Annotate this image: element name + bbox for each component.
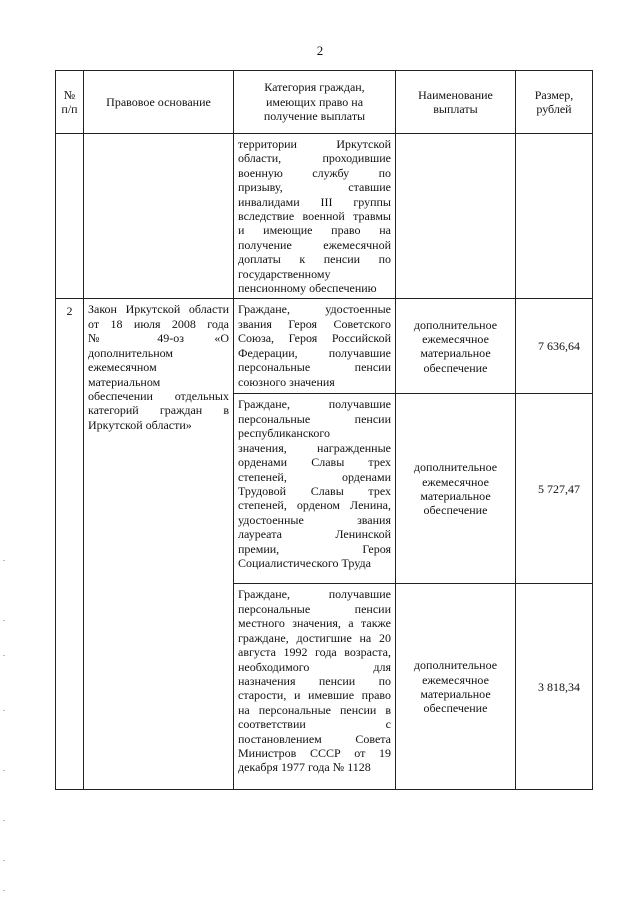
text-line: материальное <box>420 346 491 361</box>
text-line: № <box>63 87 76 102</box>
text-line: обеспечении отдельных <box>88 388 229 403</box>
cell-payment-name <box>396 584 516 790</box>
header-amount <box>516 71 593 134</box>
text-line: Социалистического Труда <box>238 555 371 570</box>
text-line: Категория граждан, <box>264 80 365 95</box>
text-line: удостоенные звания <box>238 512 391 527</box>
text-line: военную службу по <box>238 165 391 180</box>
text-line: материальное <box>420 488 491 503</box>
text-line: значения, награжденные <box>238 440 391 455</box>
cell-amount: 3 818,34 <box>516 584 593 790</box>
cell-payment-name <box>396 299 516 394</box>
cell-amount-empty <box>516 134 593 299</box>
text-line: призыву, ставшие <box>238 180 391 195</box>
text-line: Закон Иркутской области <box>88 302 229 317</box>
text-line: № 49-оз «О <box>88 331 229 346</box>
text-line: Трудовой Славы трех <box>238 483 391 498</box>
text-line: обеспечение <box>423 360 488 375</box>
text-line: персональные пенсии <box>238 360 391 375</box>
table-row-continuation <box>56 134 593 299</box>
text-line: необходимого для <box>238 659 391 674</box>
text-line: Союза, Героя Российской <box>238 331 391 346</box>
text-line: области, проходившие <box>238 151 391 166</box>
text-line: обеспечение <box>423 701 488 716</box>
text-line: декабря 1977 года № 1128 <box>238 760 371 775</box>
header-category <box>234 71 396 134</box>
text-line: степеней, орденом Ленина, <box>238 498 391 513</box>
text-line: Граждане, получавшие <box>238 587 391 602</box>
text-line: имеющих право на <box>265 94 364 109</box>
text-line: Наименование <box>418 87 493 102</box>
text-line: дополнительное <box>413 658 498 673</box>
text-line: Федерации, получавшие <box>238 345 391 360</box>
text-line: республиканского <box>238 426 330 441</box>
text-line: материальное <box>420 686 491 701</box>
text-line: вследствие военной травмы <box>238 209 391 224</box>
cell-category <box>234 299 396 394</box>
text-line: звания Героя Советского <box>238 316 391 331</box>
text-line: от 18 июля 2008 года <box>88 316 229 331</box>
text-line: местного значения, а также <box>238 616 391 631</box>
text-line: соответствии с <box>238 717 391 732</box>
cell-category-continuation <box>234 134 396 299</box>
header-payment-name <box>396 71 516 134</box>
header-basis <box>84 71 234 134</box>
cell-num-empty <box>56 134 84 299</box>
page-number: 2 <box>316 43 324 58</box>
cell-payment-name <box>396 394 516 584</box>
text-line: дополнительное <box>413 460 498 475</box>
scan-margin-speckles <box>3 560 7 900</box>
text-line: выплаты <box>433 102 478 116</box>
text-line: пенсионному обеспечению <box>238 281 377 296</box>
text-line: лауреата Ленинской <box>238 527 391 542</box>
text-line: территории Иркутской <box>238 137 391 151</box>
text-line: Граждане, получавшие <box>238 397 391 412</box>
cell-legal-basis <box>84 299 234 790</box>
text-line: Правовое основание <box>106 94 211 109</box>
cell-payment-empty <box>396 134 516 299</box>
text-line: ежемесячное <box>422 672 489 687</box>
table-header-row <box>56 71 593 134</box>
text-line: ежемесячное <box>422 474 489 489</box>
text-line: постановлением Совета <box>238 731 391 746</box>
text-line: назначения пенсии по <box>238 673 391 688</box>
text-line: премии, Героя <box>238 541 391 556</box>
text-line: материальном <box>88 374 161 389</box>
text-line: ежемесячном <box>88 360 157 375</box>
text-line: персональные пенсии <box>238 411 391 426</box>
text-line: ежемесячное <box>422 332 489 347</box>
text-line: Размер, <box>534 87 574 102</box>
text-line: на персональные пенсии в <box>238 702 391 717</box>
text-line: Иркутской области» <box>88 417 192 432</box>
text-line: орденами Славы трех <box>238 455 391 470</box>
text-line: обеспечение <box>423 503 488 518</box>
payments-table <box>55 70 593 790</box>
cell-basis-empty <box>84 134 234 299</box>
cell-amount: 5 727,47 <box>516 394 593 584</box>
text-line: Граждане, удостоенные <box>238 302 391 317</box>
text-line: рублей <box>536 102 572 116</box>
text-line: получение выплаты <box>263 109 366 124</box>
cell-amount: 7 636,64 <box>516 299 593 394</box>
text-line: Министров СССР от 19 <box>238 745 391 760</box>
header-num <box>56 71 84 134</box>
text-line: инвалидами III группы <box>238 194 391 209</box>
text-line: п/п <box>61 102 78 116</box>
cell-category <box>234 584 396 790</box>
text-line: граждане, достигшие на 20 <box>238 630 391 645</box>
text-line: и имеющие право на <box>238 223 391 238</box>
text-line: дополнительном <box>88 345 174 360</box>
cell-category <box>234 394 396 584</box>
text-line: персональные пенсии <box>238 601 391 616</box>
text-line: союзного значения <box>238 374 335 389</box>
text-line: старости, и имевшие право <box>238 688 391 703</box>
text-line: доплаты к пенсии по <box>238 252 391 267</box>
cell-row-number: 2 <box>56 299 84 790</box>
text-line: государственному <box>238 266 331 281</box>
text-line: степеней, орденами <box>238 469 391 484</box>
text-line: августа 1992 года возраста, <box>238 645 391 660</box>
text-line: категорий граждан в <box>88 403 229 418</box>
table-row <box>56 299 593 394</box>
text-line: дополнительное <box>413 317 498 332</box>
text-line: получение ежемесячной <box>238 237 391 252</box>
